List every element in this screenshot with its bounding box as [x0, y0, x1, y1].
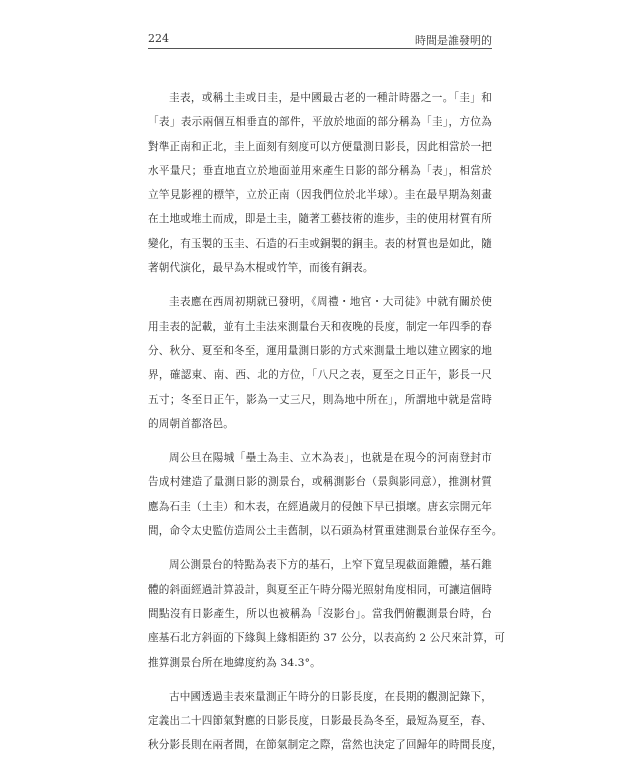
- paragraph: [148, 685, 503, 758]
- text-line: 立竿見影裡的標竿，立於正南（因我們位於北半球）。圭在最早期為刻畫: [148, 189, 492, 202]
- text-line: 「表」表示兩個互相垂直的部件，平放於地面的部分稱為「圭」，方位為: [148, 116, 492, 129]
- header-rule: [148, 48, 492, 49]
- text-line: 周公旦在陽城「壘土為圭、立木為表」，也就是在現今的河南登封市: [169, 452, 492, 465]
- text-line: 界，確認東、南、西、北的方位，「八尺之表，夏至之日正午，影長一尺: [148, 369, 492, 382]
- text-line: 間，命令太史監仿造周公土圭舊制，以石頭為材質重建測景台並保存至今。: [148, 525, 503, 538]
- running-title: 時間是誰發明的: [415, 34, 492, 47]
- text-line: 圭表應在西周初期就已發明，《周禮・地官・大司徒》中就有關於使: [169, 296, 492, 309]
- text-line: 的周朝首都洛邑。: [148, 417, 234, 430]
- text-line: 古中國透過圭表來量測正午時分的日影長度，在長期的觀測記錄下，: [169, 690, 492, 703]
- text-line: 座基石北方斜面的下緣與上緣相距約 37 公分，以表高約 2 公尺來計算，可: [148, 632, 506, 645]
- text-line: 用圭表的記載，並有土圭法來測量台天和夜晚的長度，制定一年四季的春: [148, 320, 492, 333]
- text-line: 應為石圭（土圭）和木表，在經過歲月的侵蝕下早已損壞。唐玄宗開元年: [148, 500, 492, 513]
- body-text: [148, 86, 506, 768]
- text-line: 著朝代演化，最早為木棍或竹竿，而後有銅表。: [148, 262, 374, 275]
- text-line: 定義出二十四節氣對應的日影長度，日影最長為冬至，最短為夏至，春、: [148, 715, 492, 728]
- paragraph: [148, 553, 506, 674]
- paragraph: [148, 86, 492, 280]
- paragraph: [148, 290, 492, 436]
- text-line: 周公測景台的特點為表下方的基石，上窄下寬呈現截面錐體，基石錐: [169, 559, 492, 572]
- paragraph: [148, 446, 503, 543]
- page-header: [148, 28, 492, 48]
- text-line: 分、秋分、夏至和冬至，運用量測日影的方式來測量土地以建立國家的地: [148, 344, 492, 357]
- page-number: 224: [148, 32, 169, 45]
- text-line: 對準正南和正北，圭上面刻有刻度可以方便量測日影長，因此相當於一把: [148, 140, 492, 153]
- text-line: 在土地或堆土而成，即是土圭，隨著工藝技術的進步，圭的使用材質有所: [148, 213, 492, 226]
- text-line: 水平量尺；垂直地直立於地面並用來產生日影的部分稱為「表」，相當於: [148, 164, 492, 177]
- text-line: 體的斜面經過計算設計，與夏至正午時分陽光照射角度相同，可讓這個時: [148, 583, 492, 596]
- text-line: 告成村建造了量測日影的測景台，或稱測影台（景與影同意），推測材質: [148, 476, 492, 489]
- text-line: 變化，有玉製的玉圭、石造的石圭或銅製的銅圭。表的材質也是如此，隨: [148, 237, 492, 250]
- text-line: 圭表，或稱土圭或日圭，是中國最古老的一種計時器之一。「圭」和: [169, 92, 492, 104]
- text-line: 間點沒有日影產生，所以也被稱為「沒影台」。當我們俯觀測景台時，台: [148, 607, 492, 620]
- text-line: 五寸；冬至日正午，影為一丈三尺，則為地中所在」，所謂地中就是當時: [148, 393, 492, 406]
- text-line: 推算測景台所在地緯度約為 34.3°。: [148, 656, 321, 669]
- text-line: 秋分影長則在兩者間，在節氣制定之際，當然也決定了回歸年的時間長度，: [148, 739, 503, 752]
